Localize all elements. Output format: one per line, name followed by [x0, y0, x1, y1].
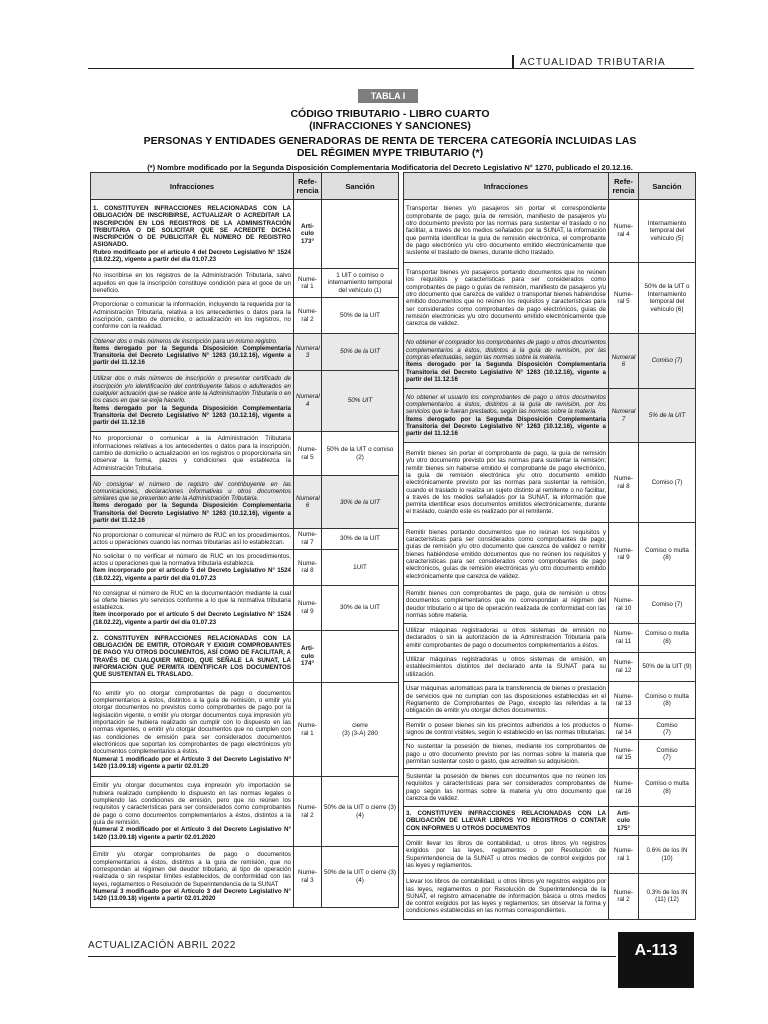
sancion-cell [639, 806, 696, 836]
infraccion-text: Obtener dos o más números de inscripción para un mismo registro. [93, 337, 278, 345]
infraccion-text: No consignar el número de registro del contribuyente en las comunicaciones, declaraciones informativas u otros documentos similares que se presenten ante la Administración Tributaria. [93, 480, 291, 503]
referencia-cell: Nume- ral 2 [294, 298, 322, 334]
table-row [91, 846, 399, 907]
referencia-cell: Nume- ral 8 [609, 443, 639, 523]
infraccion-text: Remitir bienes portando documentos que no reúnan los requisitos y características para ser considerados como comprobantes de pago, guías de remisión y/u otro documento que carezca de validez o remitir bienes habiéndose emitido documentos que no reúnen los requisitos y características para ser considerados como comprobantes de pago electrónicos, guías de remisión electrónicas y/u otro documento emitido electrónicamente que carezca de validez. [406, 528, 606, 580]
infraccion-text: Llevar los libros de contabilidad, u otros libros y/o registros exigidos por las leyes, reglamentos o por Resolución de Superintendencia de la SUNAT, el registro almacenable de información básica u otros medios de control exigidos por las leyes y reglamentos; sin observar la forma y condiciones establecidas en las normas correspondientes. [406, 878, 606, 915]
infraccion-note: Ítems derogado por la Segunda Disposición Complementaria Transitoria del Decreto Legislativo N° 1263 (10.12.16), vigente a partir del 11.12.16 [406, 415, 606, 438]
title-block [90, 108, 690, 173]
table-row [404, 652, 696, 681]
sancion-cell: Comiso (7) [639, 740, 696, 769]
col-infracciones: Infracciones [91, 173, 294, 200]
infraccion-cell [91, 630, 294, 683]
infraccion-text: Sustentar la posesión de bienes con documentos que no reúnen los requisitos y características para ser considerados comprobantes de pago según las normas sobre la materia y/u otro documento que carezca de validez. [406, 772, 606, 802]
sancion-cell [322, 630, 399, 683]
infraccion-cell [404, 443, 609, 523]
sancion-cell: 50% de la UIT o cierre (3) (4) [322, 777, 399, 846]
referencia-cell: Nume- ral 2 [294, 777, 322, 846]
referencia-cell: Nume- ral 11 [609, 623, 639, 652]
infraccion-text: No proporcionar o comunicar el número de RUC en los procedimientos, actos u operaciones cuando las normas tributarias así lo establezcan. [93, 531, 291, 546]
table-row [91, 529, 399, 549]
infraccion-cell [404, 623, 609, 652]
table-row [91, 334, 399, 370]
sancion-cell: Comiso (7) [639, 586, 696, 623]
infraccion-cell [91, 200, 294, 269]
left-table [90, 172, 399, 908]
sancion-cell: Internamiento temporal del vehículo (5) [639, 200, 696, 263]
infraccion-text: No emitir y/o no otorgar comprobantes de pago o documentos complementarios a éstos, distintos a la guía de remisión, o emitir y/u otorgar documentos no previstos como comprobantes de pago por la legislación vigente, o emitir y/u otorgar documentos cuya impresión y/o importación se hubiera realizado sin cumplir con lo dispuesto en las normas vigentes, o emitir y/u otorgar documentos que no cumplen con las condiciones de emisión para ser considerados documentos electrónicos que soportan los comprobantes de pago electrónicos y/o documentos complementarios a éstos. [93, 689, 291, 756]
infraccion-text: No obtener el comprador los comprobantes de pago u otros documentos complementarios a éstos, distintos a la guía de remisión, por las compras efectuadas, según las normas sobre la materia. [406, 339, 606, 361]
infraccion-cell [404, 334, 609, 388]
table-badge: TABLA I [358, 89, 418, 103]
infraccion-cell [91, 298, 294, 334]
sancion-cell: 50% de la UIT (9) [639, 652, 696, 681]
infraccion-text: Omitir llevar los libros de contabilidad, u otros libros y/o registros exigidos por las leyes, reglamentos o por Resolución de Superintendencia de la SUNAT u otros medios de control exigidos por las leyes y reglamentos. [406, 840, 606, 869]
referencia-cell: Artí- culo 174° [294, 630, 322, 683]
infraccion-text: Remitir o poseer bienes sin los precintos adheridos a los productos o signos de control visibles, según lo establecido en las normas tributarias. [406, 722, 606, 737]
infraccion-cell [404, 740, 609, 769]
header-rule [88, 68, 694, 69]
referencia-cell: Nume- ral 4 [609, 200, 639, 263]
infraccion-note: Ítems derogado por la Segunda Disposición Complementaria Transitoria del Decreto Legislativo N° 1263 (10.12.16), vigente a partir del 11.12.16 [406, 361, 606, 383]
infraccion-text: Emitir y/u otorgar documentos cuya impresión y/o importación se hubiera realizado cumpliendo lo dispuesto en las normas legales o cumpliendo las condiciones de emisión, pero que no reúnen los requisitos y características para ser considerados como comprobantes de pago o como documentos complementarios a éstos, distintos a la guía de remisión. [93, 782, 291, 826]
infraccion-note: Rubro modificado por el artículo 4 del Decreto Legislativo N° 1524 (18.02.22), vigente a partir del día 01.07.23 [93, 248, 291, 264]
infraccion-cell [91, 683, 294, 777]
infraccion-text: No obtener el usuario los comprobantes de pago u otros documentos complementarios a éstos, distintos a la guía de remisión, por los servicios que le fueran prestados, según las normas sobre la materia. [406, 393, 606, 416]
infraccion-text: No sustentar la posesión de bienes, mediante los comprobantes de pago u otro documento previsto por las normas sobre la materia que permitan sustentar costo o gasto, que acrediten su adquisición. [406, 743, 606, 765]
sancion-cell: 1UIT [322, 549, 399, 585]
infraccion-note: Ítem incorporado por el artículo 5 del Decreto Legislativo N° 1524 (18.02.22), vigente a partir del día 01.07.23 [93, 611, 291, 626]
referencia-cell: Nume- ral 9 [294, 586, 322, 631]
infraccion-note: Ítems derogado por la Segunda Disposición Complementaria Transitoria del Decreto Legislativo N° 1263 (10.12.16), vigente a partir del 11.12.16 [93, 502, 291, 524]
sancion-cell: 30% de la UIT [322, 586, 399, 631]
table-row [91, 370, 399, 431]
infraccion-cell [404, 769, 609, 806]
infraccion-text: Remitir bienes con comprobantes de pago, guía de remisión u otros documentos complementarios que no correspondan al régimen del deudor tributario o al tipo de operación realizada de conformidad con las normas sobre materia. [406, 590, 606, 619]
sancion-cell: 0.6% de los IN (10) [639, 836, 696, 873]
infraccion-note: Ítem incorporado por el artículo 5 del Decreto Legislativo N° 1524 (18.02.22), vigente a partir del día 01.07.23 [93, 567, 291, 582]
referencia-cell: Artí- culo 175° [609, 806, 639, 836]
infraccion-cell [404, 681, 609, 718]
section-row [91, 630, 399, 683]
referencia-cell: Nume- ral 14 [609, 719, 639, 740]
table-row [91, 431, 399, 476]
table-row [404, 388, 696, 442]
footer-rule [88, 956, 616, 957]
infraccion-cell [91, 431, 294, 476]
infraccion-cell [404, 806, 609, 836]
sancion-cell: Comiso o multa (8) [639, 769, 696, 806]
sancion-cell: Comiso (7) [639, 719, 696, 740]
table-row [404, 873, 696, 919]
referencia-cell: Nume- ral 9 [609, 523, 639, 586]
table-row [91, 586, 399, 631]
sancion-cell: Comiso o multa (8) [639, 523, 696, 586]
referencia-cell: Nume- ral 5 [294, 431, 322, 476]
referencia-cell: Nume- ral 8 [294, 549, 322, 585]
sancion-cell: 5% de la UIT [639, 388, 696, 442]
infraccion-cell [404, 652, 609, 681]
sancion-cell: 50% de la UIT o Internamiento temporal del vehículo (6) [639, 262, 696, 333]
infraccion-cell [404, 200, 609, 263]
sancion-cell: 1 UIT o comiso o internamiento temporal del vehículo (1) [322, 269, 399, 298]
table-row [404, 262, 696, 333]
infraccion-cell [91, 586, 294, 631]
infraccion-cell [404, 388, 609, 442]
header-bar [512, 55, 514, 69]
infraccion-text: Utilizar máquinas registradoras u otros sistemas de emisión no declarados o sin la autorización de la Administración Tributaria para emitir comprobantes de pago o documentos complementarios a éstos. [406, 626, 606, 649]
table-row [404, 334, 696, 388]
title-line-4: DEL RÉGIMEN MYPE TRIBUTARIO (*) [296, 147, 484, 159]
infraccion-text: 2. CONSTITUYEN INFRACCIONES RELACIONADAS CON LA OBLIGACIÓN DE EMITIR, OTORGAR Y EXIGIR COMPROBANTES DE PAGO Y/U OTROS DOCUMENTOS, ASÍ COMO DE FACILITAR, A TRAVÉS DE CUALQUIER MEDIO, QUE SEÑALE LA SUNAT, LA INFORMACIÓN QUE PERMITA IDENTIFICAR LOS DOCUMENTOS QUE SUSTENTAN EL TRASLADO. [93, 634, 291, 679]
infraccion-cell [91, 777, 294, 846]
infraccion-text: 3. CONSTITUYEN INFRACCIONES RELACIONADAS CON LA OBLIGACIÓN DE LLEVAR LIBROS Y/O REGISTROS O CONTAR CON INFORMES U OTROS DOCUMENTOS [406, 810, 606, 832]
sancion-cell: Comiso (7) [639, 443, 696, 523]
footer-edition: ACTUALIZACIÓN ABRIL 2022 [88, 940, 236, 951]
referencia-cell: Nume- ral 7 [294, 529, 322, 549]
title-line-2: (INFRACCIONES Y SANCIONES) [309, 120, 471, 132]
table-row [91, 269, 399, 298]
infraccion-cell [404, 262, 609, 333]
page-number: A-113 [618, 932, 694, 988]
infraccion-cell [91, 269, 294, 298]
table-row [91, 298, 399, 334]
sancion-cell: Comiso (7) [639, 334, 696, 388]
infraccion-note: Numeral 3 modificado por el Artículo 3 del Decreto Legislativo N° 1420 (13.09.18) vigente a partir 02.01.2020 [93, 887, 291, 903]
right-table [403, 172, 696, 920]
infraccion-text: Proporcionar o comunicar la información, incluyendo la requerida por la Administración Tributaria, relativa a los antecedentes o datos para la inscripción, cambio de domicilio, o actualización en los registros, no conforme con la realidad. [93, 301, 291, 331]
referencia-cell: Nume- ral 13 [609, 681, 639, 718]
infraccion-text: No inscribirse en los registros de la Administración Tributaria, salvo aquellos en que la inscripción constituye condición para el goce de un beneficio. [93, 272, 291, 294]
title-line-3: PERSONAS Y ENTIDADES GENERADORAS DE RENTA DE TERCERA CATEGORÍA INCLUIDAS LAS [143, 135, 637, 147]
col-referencia: Refe- rencia [609, 173, 639, 200]
referencia-cell: Numeral 3 [294, 334, 322, 370]
referencia-cell: Nume- ral 2 [609, 873, 639, 919]
infraccion-cell [91, 549, 294, 585]
infraccion-text: 1. CONSTITUYEN INFRACCIONES RELACIONADAS CON LA OBLIGACIÓN DE INSCRIBIRSE, ACTUALIZAR O ACREDITAR LA INSCRIPCIÓN EN LOS REGISTROS DE LA ADMINISTRACIÓN TRIBUTARIA O DE SOLICITAR QUE SE ACREDITE DICHA INSCRIPCIÓN O DE PUBLICITAR EL NÚMERO DE REGISTRO ASIGNADO. [93, 204, 291, 249]
sancion-cell: cierre (3) (3-A) 280 [322, 683, 399, 777]
infraccion-cell [404, 873, 609, 919]
table-row [91, 777, 399, 846]
infraccion-text: No proporcionar o comunicar a la Administración Tributaria informaciones relativas a los antecedentes o datos para la inscripción, cambio de domicilio o actualización en los registros o proporcionarla sin observar la forma, plazos y condiciones que establezca la Administración Tributaria. [93, 435, 291, 472]
referencia-cell: Nume- ral 1 [609, 836, 639, 873]
referencia-cell: Nume- ral 12 [609, 652, 639, 681]
table-row [91, 683, 399, 777]
col-sancion: Sanción [639, 173, 696, 200]
infraccion-note: Ítems derogado por la Segunda Disposición Complementaria Transitoria del Decreto Legislativo N° 1263 (10.12.16), vigente a partir del 11.12.16 [93, 344, 291, 367]
table-row [404, 681, 696, 718]
infraccion-text: Utilizar máquinas registradoras u otros sistemas de emisión, en establecimientos distintos del declarado ante la SUNAT para su utilización. [406, 655, 606, 678]
infraccion-cell [91, 529, 294, 549]
infraccion-text: No solicitar o no verificar el número de RUC en los procedimientos, actos u operaciones que la normativa tributaria establezca. [93, 552, 291, 568]
title-note: (*) Nombre modificado por la Segunda Disposición Complementaria Modificatoria del Decreto Legislativo N° 1270, publicado el 20.12.16. [147, 163, 633, 172]
infraccion-cell [91, 334, 294, 370]
referencia-cell: Nume- ral 3 [294, 846, 322, 907]
sancion-cell: 50% de la UIT o comiso (2) [322, 431, 399, 476]
referencia-cell: Nume- ral 1 [294, 269, 322, 298]
table-row [404, 836, 696, 873]
infraccion-cell [404, 586, 609, 623]
referencia-cell: Nume- ral 10 [609, 586, 639, 623]
sancion-cell: 0.3% de los IN (11) (12) [639, 873, 696, 919]
infraccion-cell [91, 846, 294, 907]
table-row [404, 623, 696, 652]
col-sancion: Sanción [322, 173, 399, 200]
sancion-cell [322, 200, 399, 269]
title-line-1: CÓDIGO TRIBUTARIO - LIBRO CUARTO [290, 108, 490, 120]
infraccion-text: Remitir bienes sin portar el comprobante de pago, la guía de remisión y/u otro documento previsto por las normas para sustentar la remisión; remitir bienes sin haberse emitido el comprobante de pago electrónico, la guía de remisión electrónica y/u otro documento emitido electrónicamente previsto por las normas para sustentar la remisión, cuando el traslado lo realiza un sujeto distinto al remitente o no facilitar, a través de los medios señalados por la SUNAT, la información que permita identificar esos documentos emitidos electrónicamente, durante el traslado, cuando este es realizado por el remitente. [406, 450, 606, 516]
infraccion-text: Transportar bienes y/o pasajeros portando documentos que no reúnen los requisitos y características para ser considerados como comprobantes de pago o guías de remisión, manifiesto de pasajeros y/u otro documento que carezca de validez o transportar bienes habiéndose emitido documentos que no reúnen los requisitos y características para ser considerados como comprobantes de pago electrónicos, guías de remisión electrónicas y/u otro documento emitido electrónicamente que carezca de validez. [406, 269, 606, 328]
infraccion-cell [404, 836, 609, 873]
table-row [404, 769, 696, 806]
table-row [91, 549, 399, 585]
table-row [404, 443, 696, 523]
col-infracciones: Infracciones [404, 173, 609, 200]
infraccion-text: Transportar bienes y/o pasajeros sin portar el correspondiente comprobante de pago, guía de remisión, manifiesto de pasajeros y/u otro documento previsto por las normas para sustentar el traslado o no facilitar, a través de los medios señalados por la SUNAT, la información que permita identificar la guía de remisión electrónica, el comprobante de pago electrónico y/u otro documento emitido electrónicamente que sustente el traslado de bienes, durante dicho traslado. [406, 205, 606, 257]
sancion-cell: Comiso o multa (8) [639, 623, 696, 652]
infraccion-note: Ítems derogado por la Segunda Disposición Complementaria Transitoria del Decreto Legislativo N° 1263 (10.12.16), vigente a partir del 11.12.16 [93, 404, 291, 427]
table-row [404, 586, 696, 623]
sancion-cell: 30% de la UIT [322, 529, 399, 549]
infraccion-text: Usar máquinas automáticas para la transferencia de bienes o prestación de servicios que no cumplan con las disposiciones establecidas en el Reglamento de Comprobantes de Pago, excepto las referidas a la obligación de emitir y/u otorgar dichos documentos. [406, 685, 606, 715]
sancion-cell: 50% UIT [322, 370, 399, 431]
referencia-cell: Numeral 6 [609, 334, 639, 388]
referencia-cell: Numeral 6 [294, 476, 322, 529]
table-row [404, 523, 696, 586]
col-referencia: Refe- rencia [294, 173, 322, 200]
infraccion-cell [91, 370, 294, 431]
referencia-cell: Artí- culo 173° [294, 200, 322, 269]
referencia-cell: Numeral 7 [609, 388, 639, 442]
referencia-cell: Nume- ral 5 [609, 262, 639, 333]
referencia-cell: Numeral 4 [294, 370, 322, 431]
sancion-cell: 50% de la UIT [322, 334, 399, 370]
referencia-cell: Nume- ral 1 [294, 683, 322, 777]
referencia-cell: Nume- ral 15 [609, 740, 639, 769]
section-row [404, 806, 696, 836]
table-row [404, 740, 696, 769]
table-row [404, 719, 696, 740]
sancion-cell: 50% de la UIT [322, 298, 399, 334]
infraccion-text: Emitir y/u otorgar comprobantes de pago o documentos complementarios a éstos, distintos a la guía de remisión, que no correspondan al régimen del deudor tributario, al tipo de operación realizada o sin respetar límites establecidos, de conformidad con las leyes, reglamentos o Resolución de Superintendencia de la SUNAT [93, 851, 291, 888]
infraccion-cell [404, 719, 609, 740]
infraccion-cell [404, 523, 609, 586]
table-row [91, 476, 399, 529]
table-row [404, 200, 696, 263]
sancion-cell: 30% de la UIT [322, 476, 399, 529]
section-row [91, 200, 399, 269]
infraccion-note: Numeral 2 modificado por el Artículo 3 del Decreto Legislativo N° 1420 (13.09.18) vigente a partir 02.01.2020 [93, 826, 291, 841]
referencia-cell: Nume- ral 16 [609, 769, 639, 806]
sancion-cell: 50% de la UIT o cierre (3) (4) [322, 846, 399, 907]
infraccion-note: Numeral 1 modificado por el Artículo 3 del Decreto Legislativo N° 1420 (13.09.18) vigente a partir 02.01.20 [93, 755, 291, 770]
sancion-cell: Comiso o multa (8) [639, 681, 696, 718]
infraccion-text: No consignar el número de RUC en la documentación mediante la cual se oferte bienes y/o servicios conforme a lo que la normativa tributaria establezca. [93, 589, 291, 612]
infraccion-text: Utilizar dos o más números de inscripción o presentar certificado de inscripción y/o identificación del contribuyente falsos o adulterados en cualquier actuación que se realice ante la Administración Tributaria o en los casos en que se exija hacerlo. [93, 375, 291, 405]
section-title: ACTUALIDAD TRIBUTARIA [520, 57, 666, 68]
infraccion-cell [91, 476, 294, 529]
